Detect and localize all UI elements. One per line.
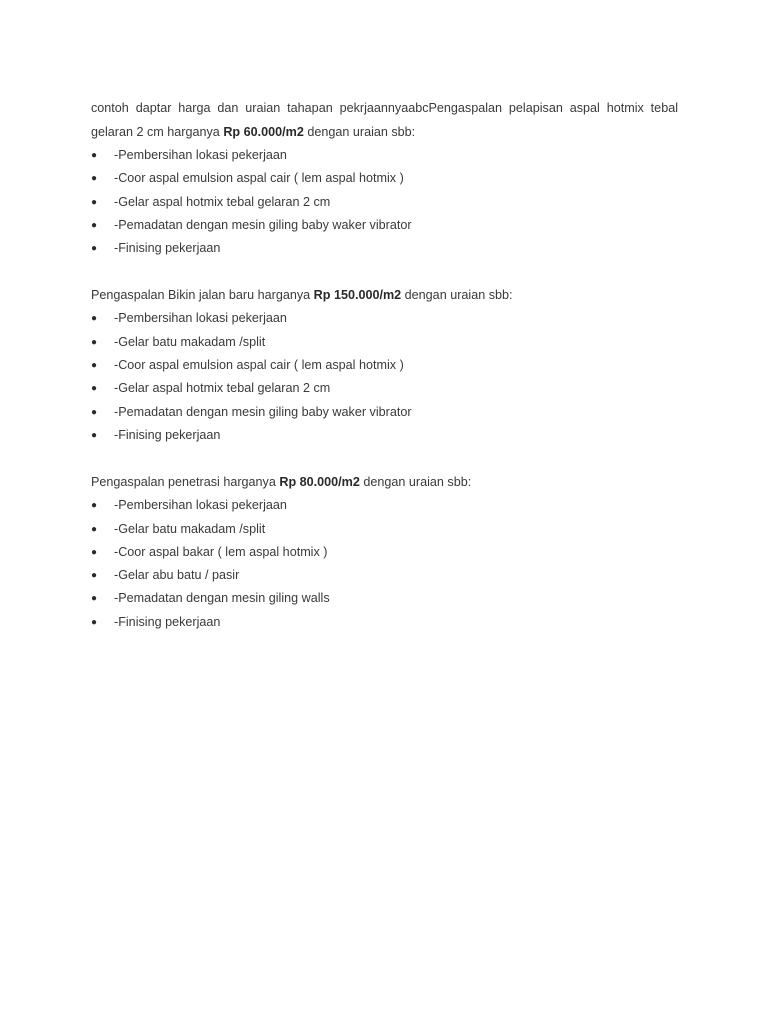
work-steps-list [91,144,678,260]
price-section-penetration [91,470,678,634]
list-item-text: -Gelar aspal hotmix tebal gelaran 2 cm [114,194,331,209]
list-item [91,214,678,237]
bullet-icon: ● [91,500,98,512]
list-item [91,611,678,634]
work-steps-list [91,494,678,634]
list-item [91,331,678,354]
list-item [91,354,678,377]
list-item [91,191,678,214]
list-item-text: -Finising pekerjaan [114,427,221,442]
list-item-text: -Gelar abu batu / pasir [114,568,240,583]
section-intro [91,283,678,307]
list-item-text: -Pemadatan dengan mesin giling baby waker vibrator [114,404,412,419]
price-label: Rp 80.000/m2 [279,475,360,490]
list-item-text: -Coor aspal emulsion aspal cair ( lem aspal hotmix ) [114,358,404,373]
list-item [91,518,678,541]
price-label: Rp 60.000/m2 [223,125,304,139]
list-item-text: -Gelar batu makadam /split [114,521,266,536]
list-item [91,587,678,610]
bullet-icon: ● [91,173,98,185]
bullet-icon: ● [91,523,98,535]
list-item-text: -Pembersihan lokasi pekerjaan [114,498,287,513]
section-intro [91,96,678,144]
bullet-icon: ● [91,313,98,325]
list-item-text: -Pembersihan lokasi pekerjaan [114,148,287,162]
list-item [91,144,678,167]
list-item-text: -Pemadatan dengan mesin giling baby waker vibrator [114,217,412,232]
list-item [91,237,678,260]
list-item [91,424,678,447]
list-item [91,167,678,190]
intro-text-tail: dengan uraian sbb: [303,125,416,139]
intro-text: Pengaspalan penetrasi harganya [91,475,280,490]
bullet-icon: ● [91,219,98,231]
bullet-icon: ● [91,150,98,161]
list-item [91,494,678,517]
bullet-icon: ● [91,406,98,418]
list-item [91,307,678,330]
list-item-text: -Finising pekerjaan [114,614,221,629]
bullet-icon: ● [91,360,98,372]
list-item [91,541,678,564]
bullet-icon: ● [91,570,98,582]
list-item [91,401,678,424]
bullet-icon: ● [91,616,98,628]
section-intro [91,470,678,494]
list-item [91,377,678,400]
price-label: Rp 150.000/m2 [313,288,402,303]
list-item [91,564,678,587]
intro-first-line: contoh daptar harga dan uraian tahapan pekrjaannyaabcPengaspalan pelapisan aspal hotmix tebal [91,101,678,115]
list-item-text: -Pemadatan dengan mesin giling walls [114,591,330,606]
intro-text: gelaran 2 cm harganya [91,125,224,139]
list-item-text: -Coor aspal emulsion aspal cair ( lem aspal hotmix ) [114,171,404,186]
bullet-icon: ● [91,429,98,441]
bullet-icon: ● [91,546,98,558]
bullet-icon: ● [91,336,98,348]
bullet-icon: ● [91,593,98,605]
list-item-text: -Gelar batu makadam /split [114,334,266,349]
bullet-icon: ● [91,383,98,395]
document-body [91,96,678,634]
bullet-icon: ● [91,196,98,208]
work-steps-list [91,307,678,447]
list-item-text: -Finising pekerjaan [114,241,221,256]
intro-text-tail: dengan uraian sbb: [401,288,513,303]
intro-text-tail: dengan uraian sbb: [359,475,472,490]
list-item-text: -Coor aspal bakar ( lem aspal hotmix ) [114,544,328,559]
intro-text: Pengaspalan Bikin jalan baru harganya [91,288,314,303]
price-section-hotmix-overlay [91,96,678,260]
bullet-icon: ● [91,243,98,255]
price-section-new-road [91,283,678,447]
list-item-text: -Gelar aspal hotmix tebal gelaran 2 cm [114,381,331,396]
list-item-text: -Pembersihan lokasi pekerjaan [114,311,287,326]
